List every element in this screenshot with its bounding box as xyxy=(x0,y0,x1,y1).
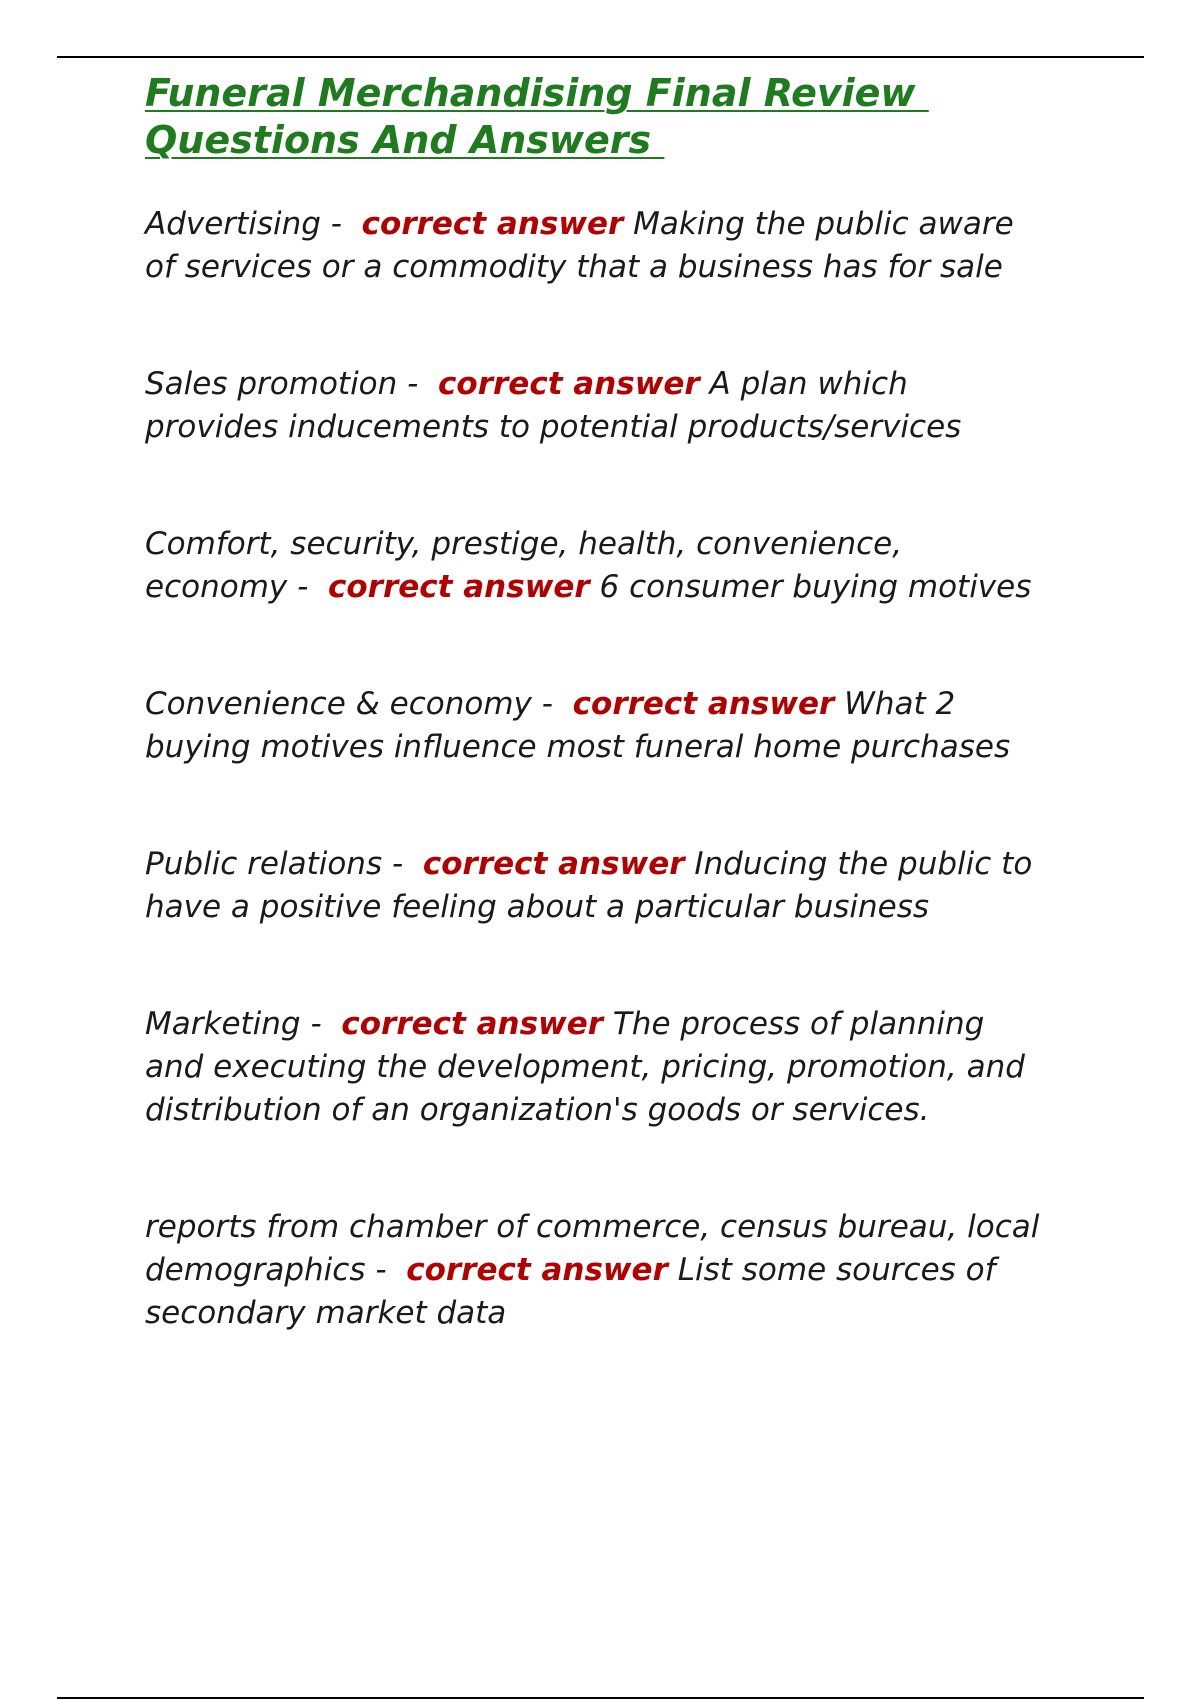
qa-text: economy - xyxy=(145,569,328,605)
qa-text: secondary market data xyxy=(145,1295,507,1331)
answer-text: What 2 xyxy=(834,686,956,722)
correct-answer-label: correct answer xyxy=(438,366,700,402)
qa-text: provides inducements to potential products/services xyxy=(145,409,962,445)
answer-text: Inducing the public to xyxy=(684,846,1033,882)
qa-line xyxy=(145,406,1095,449)
qa-item xyxy=(145,203,1095,289)
correct-answer-label: correct answer xyxy=(361,206,624,242)
correct-answer-label: correct answer xyxy=(422,846,685,882)
qa-line xyxy=(145,363,1095,406)
qa-text: and executing the development, pricing, promotion, and xyxy=(145,1049,1025,1085)
title-line-2: Questions And Answers xyxy=(145,118,665,162)
qa-line xyxy=(145,523,1095,566)
correct-answer-label: correct answer xyxy=(406,1252,668,1288)
qa-item xyxy=(145,1003,1095,1132)
qa-item xyxy=(145,523,1095,609)
qa-line xyxy=(145,886,1095,929)
correct-answer-label: correct answer xyxy=(572,686,835,722)
document-body xyxy=(145,70,1095,1335)
qa-text: Marketing - xyxy=(145,1006,342,1042)
qa-text: Convenience & economy - xyxy=(145,686,573,722)
qa-item xyxy=(145,683,1095,769)
qa-list xyxy=(145,203,1095,1335)
qa-line xyxy=(145,566,1095,609)
document-title xyxy=(145,70,1095,164)
qa-line xyxy=(145,726,1095,769)
qa-text: Comfort, security, prestige, health, convenience, xyxy=(145,526,903,562)
header-rule xyxy=(57,56,1144,58)
qa-text: Public relations - xyxy=(145,846,423,882)
qa-line xyxy=(145,1046,1095,1089)
qa-line xyxy=(145,1206,1095,1249)
qa-item xyxy=(145,1206,1095,1335)
qa-text: distribution of an organization's goods or services. xyxy=(145,1092,930,1128)
qa-line xyxy=(145,683,1095,726)
qa-text: reports from chamber of commerce, census bureau, local xyxy=(145,1209,1040,1245)
correct-answer-label: correct answer xyxy=(341,1006,604,1042)
answer-text: 6 consumer buying motives xyxy=(589,569,1032,605)
answer-text: Making the public aware xyxy=(623,206,1014,242)
answer-text: A plan which xyxy=(699,366,908,402)
answer-text: The process of planning xyxy=(603,1006,985,1042)
qa-text: have a positive feeling about a particular business xyxy=(145,889,930,925)
qa-text: buying motives influence most funeral home purchases xyxy=(145,729,1011,765)
qa-line xyxy=(145,1249,1095,1292)
qa-line xyxy=(145,1292,1095,1335)
qa-text: of services or a commodity that a business has for sale xyxy=(145,249,1003,285)
title-line-1: Funeral Merchandising Final Review xyxy=(145,71,929,115)
qa-item xyxy=(145,843,1095,929)
qa-line xyxy=(145,1089,1095,1132)
answer-text: List some sources of xyxy=(667,1252,996,1288)
qa-line xyxy=(145,1003,1095,1046)
qa-line xyxy=(145,843,1095,886)
qa-item xyxy=(145,363,1095,449)
qa-text: Sales promotion - xyxy=(145,366,439,402)
footer-rule xyxy=(57,1697,1144,1699)
qa-text: demographics - xyxy=(145,1252,407,1288)
correct-answer-label: correct answer xyxy=(328,569,590,605)
qa-line xyxy=(145,203,1095,246)
qa-text: Advertising - xyxy=(145,206,362,242)
qa-line xyxy=(145,246,1095,289)
